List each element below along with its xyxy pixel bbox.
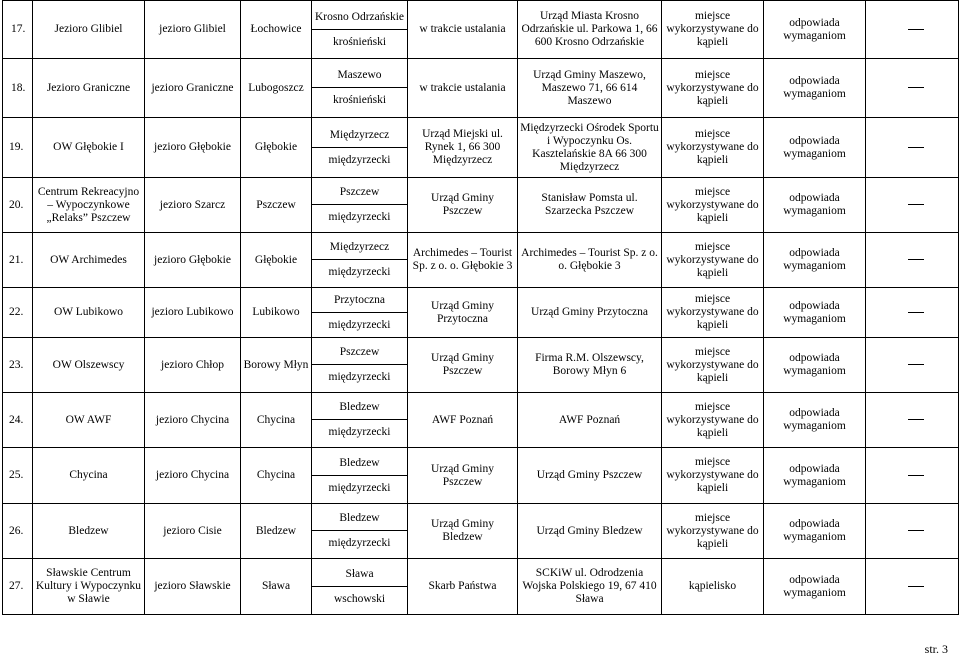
cell-name: OW AWF	[33, 393, 145, 448]
cell-municipality: Pszczew	[339, 346, 380, 358]
cell-municipality: Pszczew	[339, 186, 380, 198]
cell-num: 23.	[3, 338, 33, 393]
table-row	[3, 288, 959, 338]
cell-use: miejsce wykorzystywane do kąpieli	[662, 118, 764, 178]
dash-mark	[908, 530, 924, 531]
cell-num: 22.	[3, 288, 33, 338]
cell-county: wschowski	[312, 586, 407, 606]
cell-resp: odpowiada wymaganiom	[764, 448, 866, 504]
cell-org: Urząd Gminy Maszewo, Maszewo 71, 66 614 Maszewo	[518, 59, 662, 118]
cell-resp: odpowiada wymaganiom	[764, 393, 866, 448]
bathing-sites-table-part-1	[2, 0, 959, 118]
cell-org: Urząd Gminy Przytoczna	[518, 288, 662, 338]
cell-use: miejsce wykorzystywane do kąpieli	[662, 178, 764, 233]
cell-municipality-county	[312, 288, 408, 338]
cell-use: miejsce wykorzystywane do kąpieli	[662, 233, 764, 288]
cell-county: międzyrzecki	[312, 312, 407, 332]
cell-county: międzyrzecki	[312, 204, 407, 224]
table-row	[3, 448, 959, 504]
cell-lake: jezioro Cisie	[145, 504, 241, 559]
cell-status: Urząd Gminy Bledzew	[408, 504, 518, 559]
cell-loc: Lubogoszcz	[241, 59, 312, 118]
cell-use: miejsce wykorzystywane do kąpieli	[662, 338, 764, 393]
cell-num: 20.	[3, 178, 33, 233]
cell-lake: jezioro Lubikowo	[145, 288, 241, 338]
cell-num: 27.	[3, 559, 33, 615]
cell-name: OW Głębokie I	[33, 118, 145, 178]
page-number: str. 3	[924, 642, 948, 656]
cell-resp: odpowiada wymaganiom	[764, 288, 866, 338]
cell-remarks	[866, 288, 959, 338]
cell-resp: odpowiada wymaganiom	[764, 178, 866, 233]
cell-status: w trakcie ustalania	[408, 1, 518, 59]
cell-county: krośnieński	[312, 87, 407, 107]
cell-name: OW Lubikowo	[33, 288, 145, 338]
cell-municipality-county	[312, 338, 408, 393]
cell-num: 26.	[3, 504, 33, 559]
cell-lake: jezioro Głębokie	[145, 118, 241, 178]
cell-lake: jezioro Chycina	[145, 448, 241, 504]
cell-remarks	[866, 559, 959, 615]
cell-org: Firma R.M. Olszewscy, Borowy Młyn 6	[518, 338, 662, 393]
cell-num: 25.	[3, 448, 33, 504]
cell-resp: odpowiada wymaganiom	[764, 1, 866, 59]
cell-status: Urząd Gminy Przytoczna	[408, 288, 518, 338]
dash-mark	[908, 419, 924, 420]
cell-org: Urząd Gminy Bledzew	[518, 504, 662, 559]
cell-loc: Chycina	[241, 448, 312, 504]
cell-remarks	[866, 448, 959, 504]
cell-loc: Borowy Młyn	[241, 338, 312, 393]
cell-lake: jezioro Sławskie	[145, 559, 241, 615]
cell-status: Skarb Państwa	[408, 559, 518, 615]
cell-loc: Lubikowo	[241, 288, 312, 338]
cell-remarks	[866, 59, 959, 118]
cell-municipality: Bledzew	[339, 456, 380, 469]
cell-resp: odpowiada wymaganiom	[764, 59, 866, 118]
cell-status: Archimedes – Tourist Sp. z o. o. Głębokie 3	[408, 233, 518, 288]
cell-use: miejsce wykorzystywane do kąpieli	[662, 393, 764, 448]
table-row	[3, 504, 959, 559]
cell-lake: jezioro Chycina	[145, 393, 241, 448]
cell-resp: odpowiada wymaganiom	[764, 504, 866, 559]
cell-municipality: Krosno Odrzańskie	[314, 10, 405, 23]
cell-num: 21.	[3, 233, 33, 288]
cell-org: Urząd Miasta Krosno Odrzańskie ul. Parkowa 1, 66 600 Krosno Odrzańskie	[518, 1, 662, 59]
cell-resp: odpowiada wymaganiom	[764, 118, 866, 178]
cell-status: Urząd Gminy Pszczew	[408, 178, 518, 233]
cell-municipality: Bledzew	[339, 512, 380, 524]
cell-lake: jezioro Głębokie	[145, 233, 241, 288]
dash-mark	[908, 259, 924, 260]
table-row	[3, 393, 959, 448]
cell-lake: jezioro Graniczne	[145, 59, 241, 118]
table-row	[3, 59, 959, 118]
cell-municipality-county	[312, 559, 408, 615]
dash-mark	[908, 586, 924, 587]
cell-loc: Pszczew	[241, 178, 312, 233]
cell-use: miejsce wykorzystywane do kąpieli	[662, 59, 764, 118]
cell-name: Sławskie Centrum Kultury i Wypoczynku w Sławie	[33, 559, 145, 615]
dash-mark	[908, 475, 924, 476]
cell-status: Urząd Miejski ul. Rynek 1, 66 300 Międzyrzecz	[408, 118, 518, 178]
cell-resp: odpowiada wymaganiom	[764, 338, 866, 393]
cell-loc: Głębokie	[241, 233, 312, 288]
dash-mark	[908, 364, 924, 365]
cell-use: miejsce wykorzystywane do kąpieli	[662, 288, 764, 338]
dash-mark	[908, 87, 924, 88]
cell-num: 18.	[3, 59, 33, 118]
cell-remarks	[866, 338, 959, 393]
cell-org: Międzyrzecki Ośrodek Sportu i Wypoczynku Os. Kasztelańskie 8A 66 300 Międzyrzecz	[518, 118, 662, 178]
cell-county: międzyrzecki	[312, 364, 407, 384]
cell-name: Bledzew	[33, 504, 145, 559]
cell-org: SCKiW ul. Odrodzenia Wojska Polskiego 19, 67 410 Sława	[518, 559, 662, 615]
cell-municipality-county	[312, 1, 408, 59]
cell-municipality: Międzyrzecz	[329, 241, 390, 253]
cell-org: AWF Poznań	[518, 393, 662, 448]
cell-use: miejsce wykorzystywane do kąpieli	[662, 448, 764, 504]
cell-remarks	[866, 178, 959, 233]
bathing-sites-table-part-2	[2, 117, 959, 288]
cell-status: AWF Poznań	[408, 393, 518, 448]
cell-remarks	[866, 1, 959, 59]
cell-use: miejsce wykorzystywane do kąpieli	[662, 1, 764, 59]
cell-loc: Bledzew	[241, 504, 312, 559]
dash-mark	[908, 29, 924, 30]
cell-name: Jezioro Graniczne	[33, 59, 145, 118]
cell-county: międzyrzecki	[312, 147, 407, 167]
cell-use: miejsce wykorzystywane do kąpieli	[662, 504, 764, 559]
cell-name: Chycina	[33, 448, 145, 504]
cell-loc: Chycina	[241, 393, 312, 448]
cell-municipality-county	[312, 233, 408, 288]
cell-municipality-county	[312, 448, 408, 504]
cell-county: międzyrzecki	[312, 530, 407, 550]
cell-name: OW Archimedes	[33, 233, 145, 288]
cell-num: 19.	[3, 118, 33, 178]
cell-loc: Łochowice	[241, 1, 312, 59]
cell-municipality: Międzyrzecz	[329, 128, 390, 141]
cell-county: międzyrzecki	[312, 419, 407, 439]
cell-status: Urząd Gminy Pszczew	[408, 338, 518, 393]
cell-municipality-county	[312, 118, 408, 178]
cell-status: w trakcie ustalania	[408, 59, 518, 118]
cell-lake: jezioro Szarcz	[145, 178, 241, 233]
cell-org: Stanisław Pomsta ul. Szarzecka Pszczew	[518, 178, 662, 233]
cell-status: Urząd Gminy Pszczew	[408, 448, 518, 504]
cell-municipality-county	[312, 178, 408, 233]
cell-name: Centrum Rekreacyjno – Wypoczynkowe „Relaks” Pszczew	[33, 178, 145, 233]
cell-remarks	[866, 504, 959, 559]
table-row	[3, 233, 959, 288]
cell-resp: odpowiada wymaganiom	[764, 559, 866, 615]
cell-resp: odpowiada wymaganiom	[764, 233, 866, 288]
dash-mark	[908, 204, 924, 205]
dash-mark	[908, 312, 924, 313]
cell-municipality-county	[312, 393, 408, 448]
cell-remarks	[866, 233, 959, 288]
cell-county: międzyrzecki	[312, 475, 407, 495]
cell-num: 24.	[3, 393, 33, 448]
bathing-sites-table-part-3	[2, 287, 959, 615]
cell-lake: jezioro Chłop	[145, 338, 241, 393]
table-row	[3, 178, 959, 233]
cell-municipality: Przytoczna	[333, 293, 386, 306]
cell-municipality: Bledzew	[339, 401, 380, 413]
table-row	[3, 338, 959, 393]
cell-remarks	[866, 118, 959, 178]
table-row	[3, 118, 959, 178]
cell-name: Jezioro Glibiel	[33, 1, 145, 59]
table-row	[3, 559, 959, 615]
cell-loc: Głębokie	[241, 118, 312, 178]
dash-mark	[908, 147, 924, 148]
cell-municipality: Maszewo	[337, 69, 382, 81]
cell-municipality-county	[312, 59, 408, 118]
cell-county: międzyrzecki	[312, 259, 407, 279]
table-row	[3, 1, 959, 59]
cell-use: kąpielisko	[662, 559, 764, 615]
cell-org: Archimedes – Tourist Sp. z o. o. Głębokie 3	[518, 233, 662, 288]
cell-loc: Sława	[241, 559, 312, 615]
cell-remarks	[866, 393, 959, 448]
cell-municipality-county	[312, 504, 408, 559]
cell-name: OW Olszewscy	[33, 338, 145, 393]
cell-org: Urząd Gminy Pszczew	[518, 448, 662, 504]
cell-municipality: Sława	[345, 567, 374, 580]
cell-num: 17.	[3, 1, 33, 59]
cell-lake: jezioro Glibiel	[145, 1, 241, 59]
cell-county: krośnieński	[312, 29, 407, 49]
